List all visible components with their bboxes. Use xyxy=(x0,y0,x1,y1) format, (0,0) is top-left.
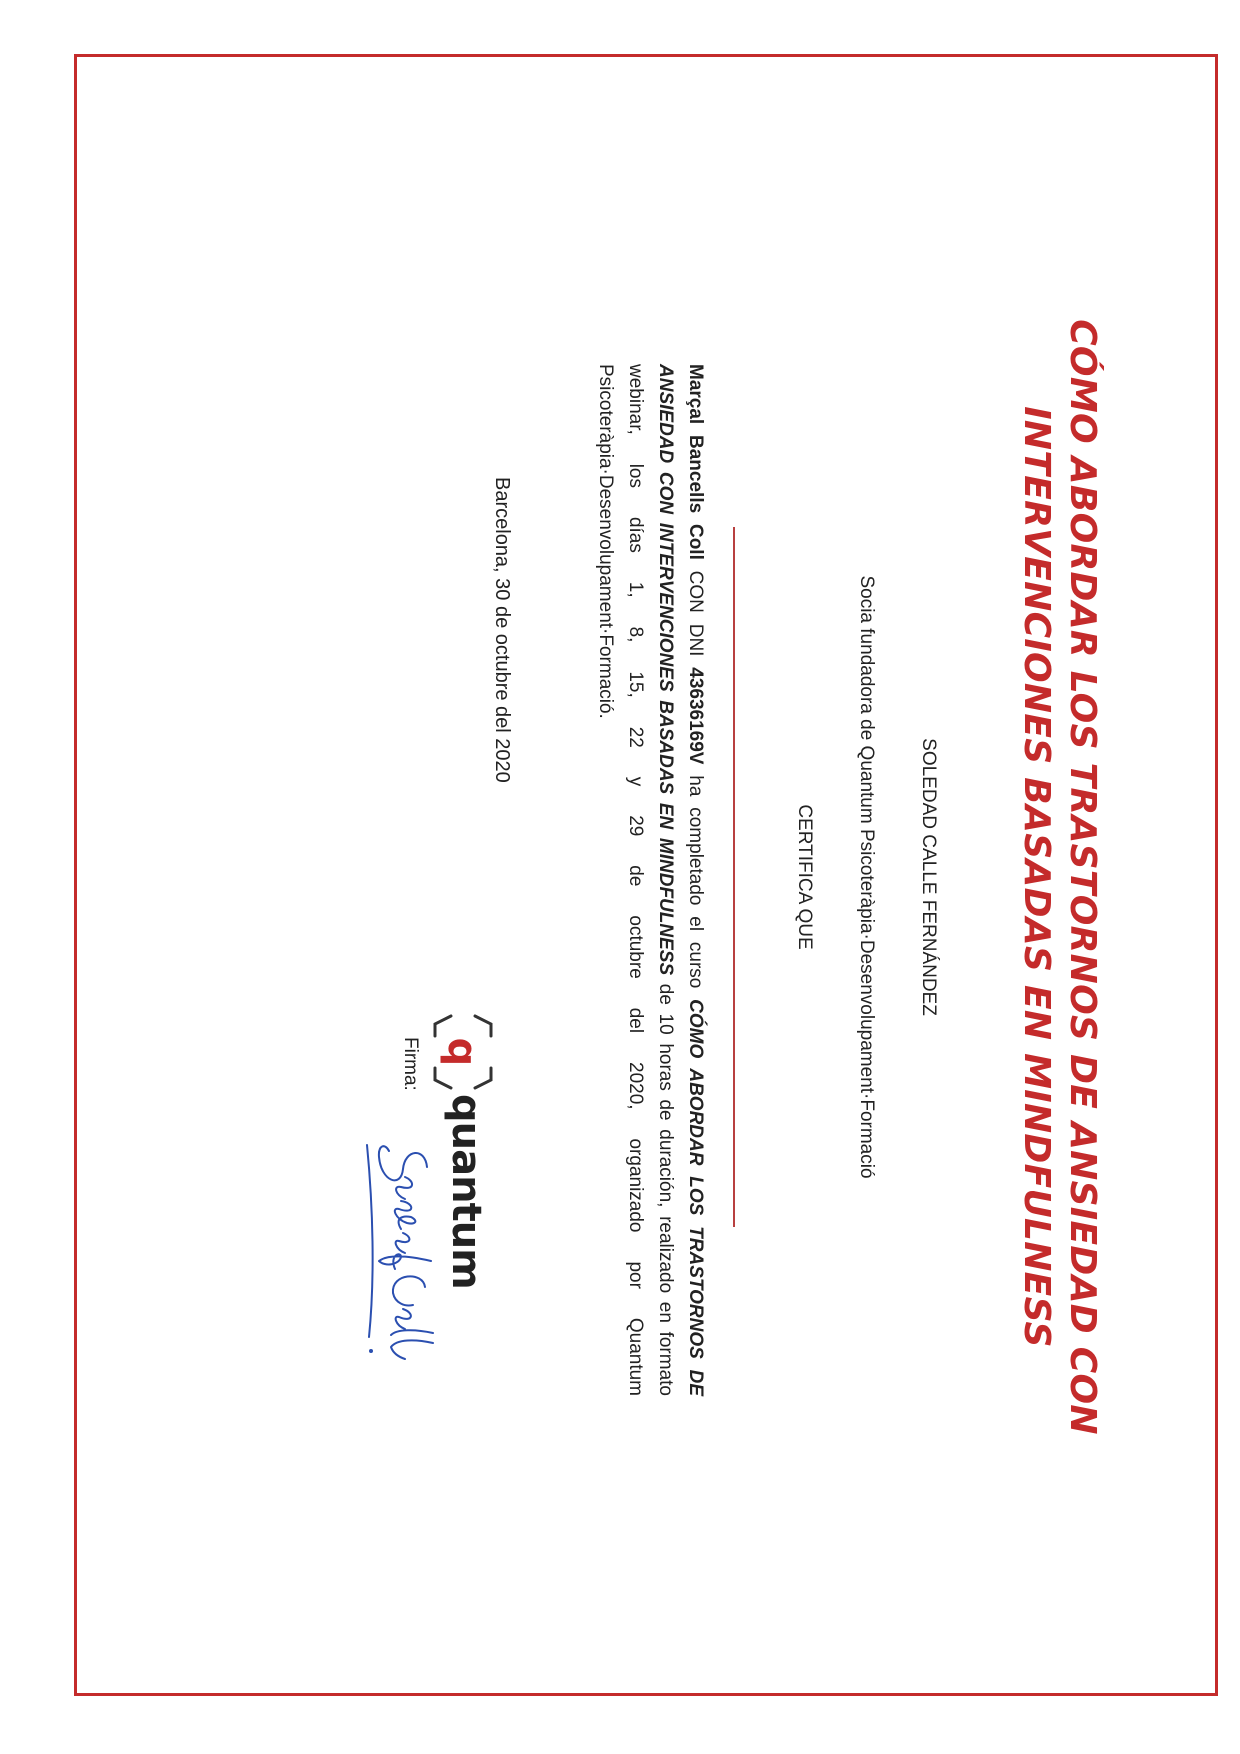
logo-letter: q xyxy=(439,1037,485,1067)
dni-label: CON DNI xyxy=(685,559,706,668)
issue-date: Barcelona, 30 de octubre del 2020 xyxy=(491,477,513,783)
certifies-label: CERTIFICA QUE xyxy=(794,804,815,950)
signature-label: Firma: xyxy=(400,1037,421,1091)
course-details: de 10 horas de duración, realizado en formato webinar, los días 1, 8, 15, 22 y 29 de octubre del 2020, organizado por Quantum Psicoteràpia·Desenvolupament·Formació. xyxy=(595,364,676,1396)
certificate-body xyxy=(590,364,710,1396)
course-name: CÓMO ABORDAR LOS TRASTORNOS DE ANSIEDAD CON INTERVENCIONES BASADAS EN MINDFULNESS xyxy=(655,364,706,1397)
divider xyxy=(733,527,735,1227)
signer-role: Socia fundadora de Quantum Psicoteràpia·Desenvolupament·Formació xyxy=(856,575,877,1179)
handwritten-signature xyxy=(345,1137,445,1367)
signer-name: SOLEDAD CALLE FERNÁNDEZ xyxy=(918,738,939,1016)
dni-number: 43636169V xyxy=(685,667,706,765)
certificate xyxy=(105,97,1135,1657)
signer-block xyxy=(773,97,959,1657)
logo-wordmark: quantum xyxy=(443,1094,489,1289)
title-line-1: CÓMO ABORDAR LOS TRASTORNOS DE ANSIEDAD CON xyxy=(1062,319,1103,1435)
title-line-2: INTERVENCIONES BASADAS EN MINDFULNESS xyxy=(1016,406,1057,1348)
completed-text: ha completado el curso xyxy=(685,764,706,1000)
quantum-logo-icon xyxy=(421,1012,501,1092)
certificate-title xyxy=(1013,97,1105,1657)
recipient-name: Marçal Bancells Coll xyxy=(685,364,706,560)
